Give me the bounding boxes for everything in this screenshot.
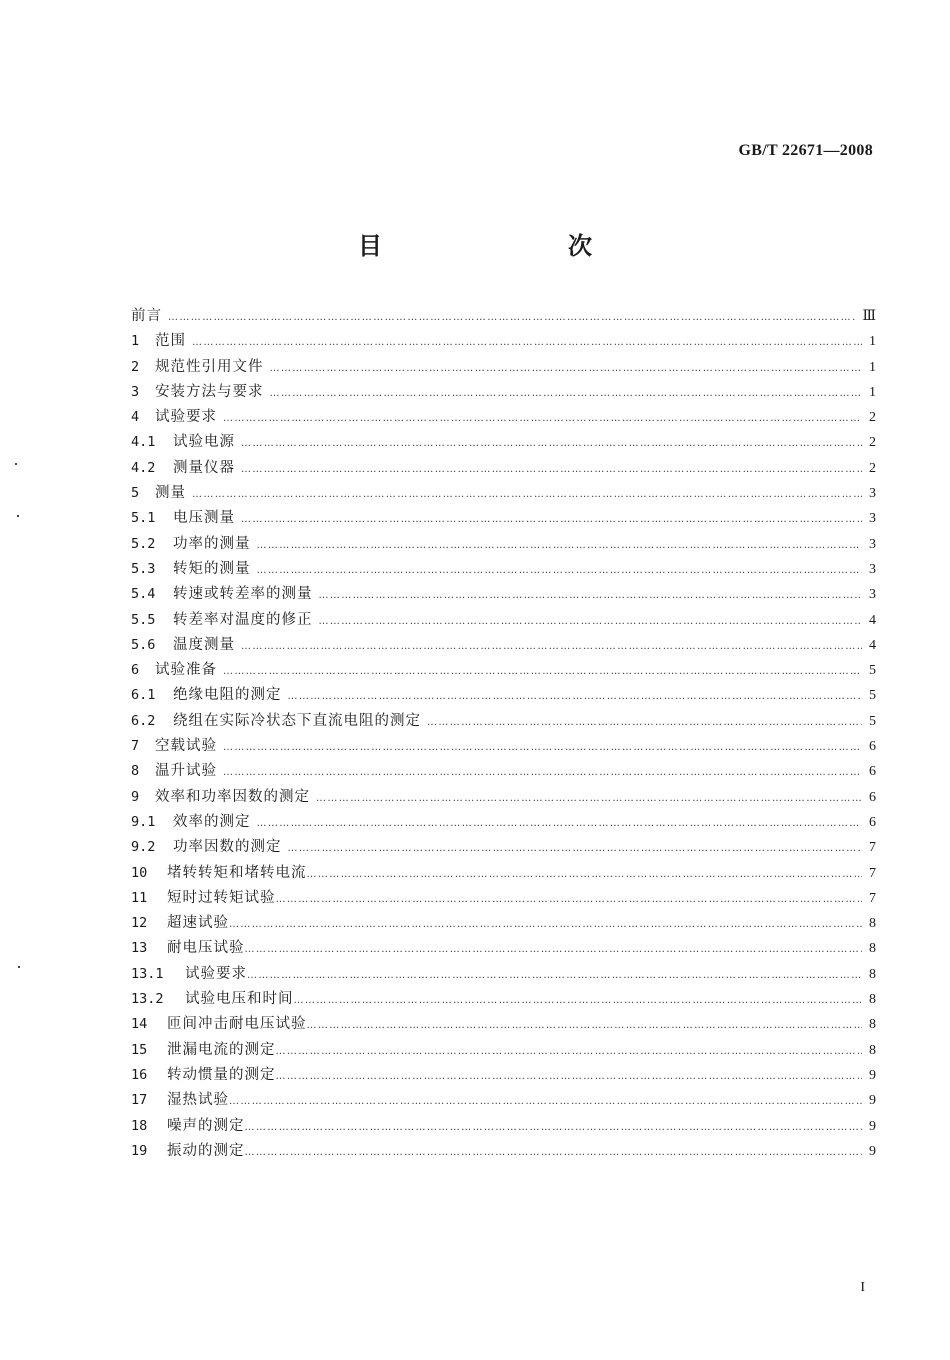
toc-entry[interactable]: [131, 304, 876, 329]
toc-entry-page: 3: [869, 561, 876, 577]
toc-entry-page: 4: [869, 612, 876, 628]
toc-entry-number: 5.5: [131, 611, 156, 628]
toc-leader-dots: [245, 1140, 863, 1165]
toc-leader-dots: [316, 786, 862, 811]
toc-entry-label: 绕组在实际冷状态下直流电阻的测定: [173, 712, 421, 729]
toc-entry-number: 4.2: [131, 459, 156, 476]
toc-entry-label: 测量仪器: [173, 459, 235, 476]
toc-entry-label: 转速或转差率的测量: [173, 586, 313, 603]
toc-leader-dots: [223, 760, 862, 785]
page-number: I: [860, 1280, 865, 1295]
toc-entry-page: 9: [869, 1067, 876, 1083]
toc-entry-label: 试验电源: [173, 434, 235, 451]
toc-entry[interactable]: [131, 936, 876, 961]
toc-entry-page: 8: [869, 992, 876, 1008]
toc-entry-page: 7: [869, 890, 876, 906]
toc-entry-number: 1: [131, 333, 140, 350]
toc-entry-number: 15: [131, 1041, 148, 1058]
toc-leader-dots: [223, 406, 862, 431]
toc-entry-label: 测量: [155, 485, 186, 502]
toc-leader-dots: [247, 963, 862, 988]
toc-leader-dots: [192, 482, 862, 507]
toc-entry-label: 试验要求: [155, 409, 217, 426]
scan-speck: [17, 515, 19, 517]
toc-entry[interactable]: [131, 506, 876, 531]
toc-leader-dots: [319, 583, 863, 608]
toc-entry-page: 7: [869, 865, 876, 881]
toc-entry-label: 规范性引用文件: [155, 358, 264, 375]
toc-entry-page: 8: [869, 941, 876, 957]
toc-entry-page: 3: [869, 511, 876, 527]
toc-entry-page: 9: [869, 1093, 876, 1109]
toc-entry[interactable]: [131, 1114, 876, 1139]
toc-leader-dots: [257, 533, 863, 558]
toc-entry[interactable]: [131, 962, 876, 987]
toc-entry-page: 6: [869, 739, 876, 755]
toc-entry-page: 2: [869, 435, 876, 451]
toc-leader-dots: [294, 988, 863, 1013]
toc-leader-dots: [241, 457, 862, 482]
toc-entry-label: 振动的测定: [167, 1142, 245, 1159]
toc-entry-page: 5: [869, 688, 876, 704]
toc-entry-number: 5.3: [131, 560, 156, 577]
toc-entry-number: 5.1: [131, 510, 156, 527]
toc-entry-page: 6: [869, 814, 876, 830]
toc-leader-dots: [192, 330, 862, 355]
toc-leader-dots: [288, 684, 863, 709]
toc-entry-page: 6: [869, 789, 876, 805]
toc-leader-dots: [319, 609, 863, 634]
toc-entry[interactable]: [131, 709, 876, 734]
toc-entry[interactable]: [131, 355, 876, 380]
toc-entry[interactable]: [131, 911, 876, 936]
scan-speck: [15, 463, 17, 465]
toc-entry-number: 8: [131, 763, 140, 780]
toc-entry[interactable]: [131, 785, 876, 810]
toc-leader-dots: [245, 937, 863, 962]
toc-entry-label: 短时过转矩试验: [167, 889, 276, 906]
toc-leader-dots: [168, 305, 856, 330]
toc-leader-dots: [270, 356, 863, 381]
toc-entry-label: 泄漏电流的测定: [167, 1041, 276, 1058]
toc-entry-number: 5.6: [131, 636, 156, 653]
toc-entry[interactable]: [131, 987, 876, 1012]
toc-leader-dots: [223, 735, 862, 760]
toc-leader-dots: [427, 710, 862, 735]
toc-entry-label: 效率的测定: [173, 813, 251, 830]
toc-entry-page: Ⅲ: [862, 309, 876, 324]
toc-entry-label: 温度测量: [173, 636, 235, 653]
toc-entry[interactable]: [131, 405, 876, 430]
toc-entry[interactable]: [131, 1063, 876, 1088]
toc-entry-label: 功率因数的测定: [173, 839, 282, 856]
toc-entry-page: 5: [869, 713, 876, 729]
toc-entry-number: 13.2: [131, 991, 164, 1008]
toc-entry-number: 5.4: [131, 586, 156, 603]
toc-entry-number: 4.1: [131, 434, 156, 451]
toc-entry-label: 匝间冲击耐电压试验: [167, 1016, 307, 1033]
toc-entry-label: 转矩的测量: [173, 560, 251, 577]
toc-entry-number: 9.1: [131, 813, 156, 830]
toc-leader-dots: [257, 558, 863, 583]
toc-entry-number: 5.2: [131, 535, 156, 552]
toc-entry[interactable]: [131, 734, 876, 759]
toc-entry-number: 5: [131, 485, 140, 502]
toc-entry-number: 9.2: [131, 839, 156, 856]
toc-entry-page: 6: [869, 764, 876, 780]
toc-entry[interactable]: [131, 861, 876, 886]
toc-entry[interactable]: [131, 1038, 876, 1063]
toc-entry-page: 5: [869, 663, 876, 679]
toc-entry-number: 13.1: [131, 965, 164, 982]
toc-entry-page: 1: [869, 359, 876, 375]
toc-entry-label: 温升试验: [155, 763, 217, 780]
toc-entry[interactable]: [131, 835, 876, 860]
toc-entry-number: 2: [131, 358, 140, 375]
toc-leader-dots: [270, 381, 863, 406]
toc-entry-number: 12: [131, 915, 148, 932]
toc-entry[interactable]: [131, 759, 876, 784]
toc-entry[interactable]: [131, 430, 876, 455]
toc-leader-dots: [276, 1064, 863, 1089]
page-title: 目 次: [358, 232, 638, 260]
toc-entry-number: 14: [131, 1016, 148, 1033]
toc-leader-dots: [307, 1013, 863, 1038]
toc-entry-label: 噪声的测定: [167, 1117, 245, 1134]
toc-entry-page: 3: [869, 587, 876, 603]
toc-entry-label: 试验电压和时间: [185, 991, 294, 1008]
toc-entry[interactable]: [131, 481, 876, 506]
toc-entry-label: 前言: [131, 308, 162, 324]
toc-entry-number: 4: [131, 409, 140, 426]
toc-entry-page: 9: [869, 1143, 876, 1159]
toc-leader-dots: [241, 634, 862, 659]
toc-entry-page: 2: [869, 410, 876, 426]
toc-entry-page: 1: [869, 334, 876, 350]
toc-entry-page: 1: [869, 384, 876, 400]
toc-entry-page: 8: [869, 1042, 876, 1058]
toc-entry-label: 效率和功率因数的测定: [155, 788, 310, 805]
toc-leader-dots: [245, 1115, 863, 1140]
toc-entry-label: 转动惯量的测定: [167, 1066, 276, 1083]
toc-entry-page: 4: [869, 637, 876, 653]
toc-leader-dots: [288, 836, 863, 861]
toc-entry-label: 功率的测量: [173, 535, 251, 552]
toc-entry-label: 堵转转矩和堵转电流: [167, 864, 307, 881]
toc-entry-number: 6.2: [131, 712, 156, 729]
toc-entry[interactable]: [131, 557, 876, 582]
toc-entry-page: 3: [869, 486, 876, 502]
toc-entry[interactable]: [131, 683, 876, 708]
toc-entry-page: 2: [869, 460, 876, 476]
toc-entry-number: 10: [131, 864, 148, 881]
toc-entry-page: 3: [869, 536, 876, 552]
toc-entry-number: 13: [131, 940, 148, 957]
toc-entry-label: 电压测量: [173, 510, 235, 527]
toc-entry-label: 范围: [155, 333, 186, 350]
toc-entry-number: 11: [131, 889, 148, 906]
toc-entry[interactable]: [131, 810, 876, 835]
toc-entry-label: 绝缘电阻的测定: [173, 687, 282, 704]
toc-leader-dots: [307, 862, 863, 887]
toc-entry-page: 8: [869, 916, 876, 932]
toc-leader-dots: [241, 507, 862, 532]
toc-entry[interactable]: [131, 532, 876, 557]
toc-entry[interactable]: [131, 1139, 876, 1164]
toc-entry-label: 安装方法与要求: [155, 383, 264, 400]
toc-entry-number: 3: [131, 383, 140, 400]
standard-code: GB/T 22671—2008: [738, 142, 873, 159]
toc-entry[interactable]: [131, 329, 876, 354]
toc-entry-page: 8: [869, 966, 876, 982]
toc-entry-label: 转差率对温度的修正: [173, 611, 313, 628]
toc-leader-dots: [276, 887, 863, 912]
toc-entry-number: 7: [131, 738, 140, 755]
toc-entry[interactable]: [131, 380, 876, 405]
toc-entry-page: 8: [869, 1017, 876, 1033]
toc-entry-number: 9: [131, 788, 140, 805]
toc-entry-number: 18: [131, 1117, 148, 1134]
toc-entry-page: 7: [869, 840, 876, 856]
toc-leader-dots: [229, 1089, 862, 1114]
toc-entry[interactable]: [131, 582, 876, 607]
toc-entry-label: 超速试验: [167, 915, 229, 932]
scan-speck: [18, 966, 20, 968]
toc-entry-label: 空载试验: [155, 738, 217, 755]
toc-leader-dots: [241, 431, 862, 456]
toc-entry-number: 17: [131, 1092, 148, 1109]
toc-leader-dots: [257, 811, 863, 836]
toc-entry[interactable]: [131, 1012, 876, 1037]
toc-entry-label: 耐电压试验: [167, 940, 245, 957]
toc-entry[interactable]: [131, 633, 876, 658]
toc-entry[interactable]: [131, 608, 876, 633]
toc-entry[interactable]: [131, 886, 876, 911]
toc-entry[interactable]: [131, 658, 876, 683]
toc-entry-number: 6: [131, 662, 140, 679]
toc-leader-dots: [276, 1039, 863, 1064]
toc-entry-label: 试验要求: [185, 965, 247, 982]
toc-entry-page: 9: [869, 1118, 876, 1134]
toc-entry-number: 6.1: [131, 687, 156, 704]
toc-entry[interactable]: [131, 456, 876, 481]
toc-entry-number: 19: [131, 1142, 148, 1159]
table-of-contents: [131, 304, 876, 1164]
toc-leader-dots: [223, 659, 862, 684]
toc-leader-dots: [229, 912, 862, 937]
toc-entry-number: 16: [131, 1066, 148, 1083]
toc-entry[interactable]: [131, 1088, 876, 1113]
toc-entry-label: 湿热试验: [167, 1092, 229, 1109]
toc-entry-label: 试验准备: [155, 662, 217, 679]
